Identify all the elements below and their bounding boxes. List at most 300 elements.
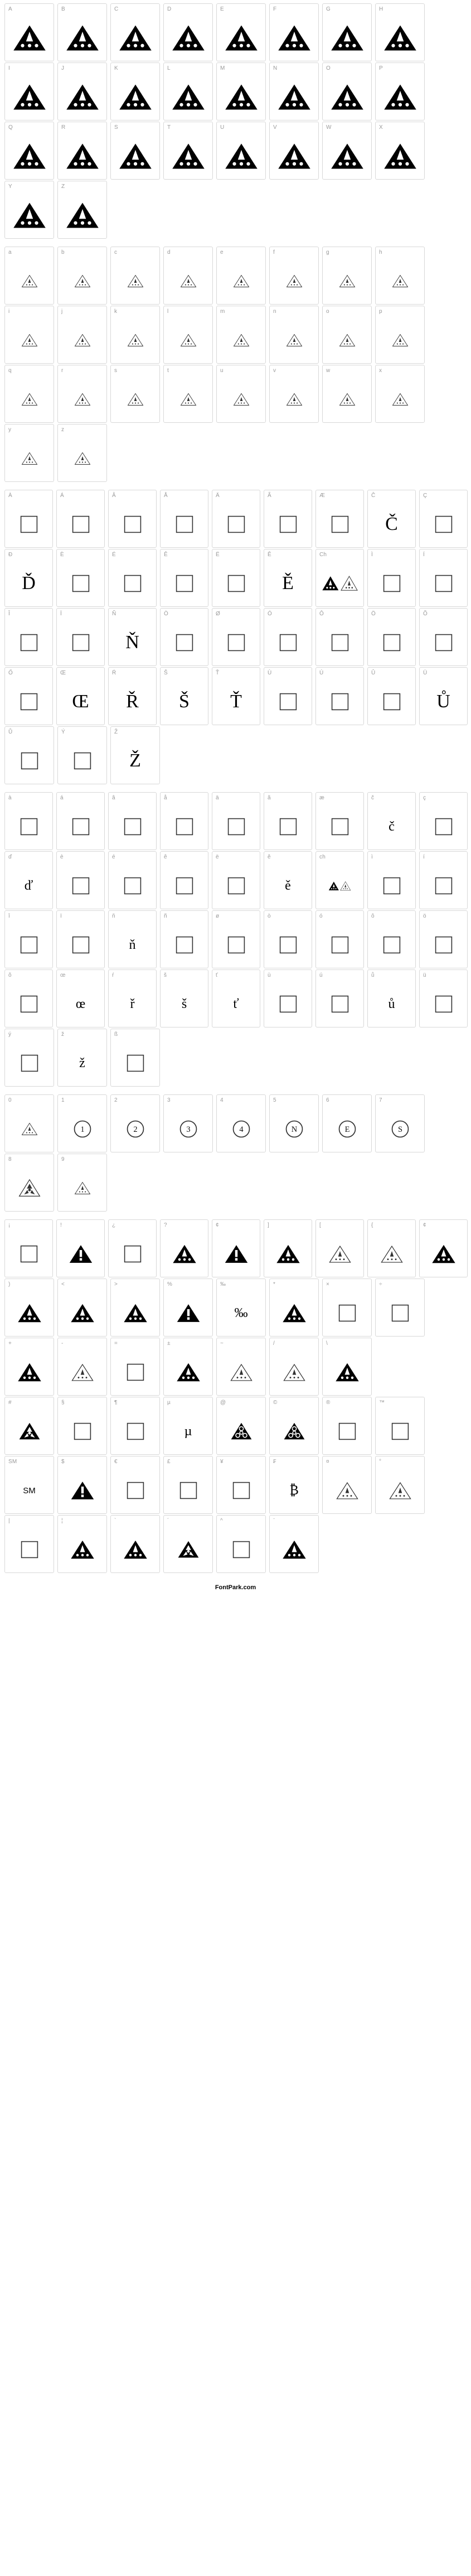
glyph-row <box>0 910 471 968</box>
glyph-block-punctuation-symbols <box>0 1219 471 1573</box>
glyph-cell[interactable] <box>322 1456 372 1514</box>
glyph-cell[interactable] <box>163 306 213 364</box>
glyph-label: j <box>61 308 63 315</box>
filled-triangle-icon <box>270 1291 318 1335</box>
glyph-cell[interactable] <box>110 1279 160 1337</box>
glyph-cell[interactable] <box>4 1219 53 1277</box>
glyph-cell[interactable] <box>110 62 160 120</box>
glyph-cell[interactable] <box>57 365 107 423</box>
glyph-cell[interactable] <box>375 1279 425 1337</box>
glyph-cell[interactable] <box>160 608 208 666</box>
glyph-label: Ý <box>61 729 65 735</box>
glyph-cell[interactable] <box>108 667 157 725</box>
glyph-cell[interactable] <box>57 62 107 120</box>
glyph-cell[interactable] <box>56 910 105 968</box>
glyph-cell[interactable] <box>269 1338 319 1396</box>
glyph-cell[interactable] <box>212 608 260 666</box>
glyph-cell[interactable] <box>419 549 468 607</box>
glyph-cell[interactable] <box>56 851 105 909</box>
glyph-cell[interactable] <box>57 1154 107 1212</box>
glyph-cell[interactable] <box>315 1219 364 1277</box>
filled-triangle-icon <box>376 134 424 178</box>
glyph-cell[interactable] <box>4 3 54 61</box>
glyph-block-lowercase-accented <box>0 792 471 1087</box>
glyph-cell[interactable] <box>57 1397 107 1455</box>
glyph-cell[interactable] <box>264 608 312 666</box>
glyph-label: ã <box>268 795 271 801</box>
glyph-cell[interactable] <box>419 969 468 1027</box>
glyph-cell[interactable] <box>216 247 266 305</box>
glyph-cell[interactable] <box>160 549 208 607</box>
glyph-label: î <box>8 913 10 919</box>
outline-triangle-icon <box>58 259 106 303</box>
glyph-cell[interactable] <box>110 122 160 180</box>
glyph-cell[interactable] <box>163 1279 213 1337</box>
glyph-cell[interactable] <box>57 122 107 180</box>
empty-glyph-box <box>420 621 467 664</box>
character-glyph: ž <box>79 1056 85 1070</box>
glyph-label: [ <box>319 1222 321 1228</box>
glyph-cell[interactable] <box>375 1094 425 1152</box>
glyph-cell[interactable] <box>322 1338 372 1396</box>
filled-triangle-icon <box>217 75 265 119</box>
glyph-cell[interactable] <box>4 365 54 423</box>
glyph-label: 9 <box>61 1156 65 1162</box>
glyph-label: e <box>220 249 224 255</box>
glyph-label: y <box>8 427 12 433</box>
glyph-cell[interactable] <box>264 969 312 1027</box>
glyph-cell[interactable] <box>216 1397 266 1455</box>
glyph-cell[interactable] <box>367 792 416 850</box>
glyph-cell[interactable] <box>108 851 157 909</box>
glyph-cell[interactable] <box>160 792 208 850</box>
glyph-cell[interactable] <box>4 1094 54 1152</box>
glyph-row <box>0 1279 471 1337</box>
glyph-cell[interactable] <box>375 306 425 364</box>
glyph-label: à <box>8 795 12 801</box>
glyph-cell[interactable] <box>108 910 157 968</box>
filled-triangle-icon <box>161 1232 208 1276</box>
glyph-label: Ô <box>319 611 324 617</box>
character-glyph: ₿ <box>289 1483 299 1498</box>
glyph-cell[interactable] <box>4 1397 54 1455</box>
empty-glyph-box <box>420 503 467 546</box>
glyph-label: Ñ <box>112 611 116 617</box>
glyph-cell[interactable] <box>315 549 364 607</box>
glyph-cell[interactable] <box>419 851 468 909</box>
glyph-label: Ä <box>216 493 220 499</box>
glyph-cell[interactable] <box>4 726 54 784</box>
glyph-cell[interactable] <box>269 3 319 61</box>
glyph-label: A <box>8 6 12 12</box>
glyph-cell[interactable] <box>57 181 107 239</box>
glyph-cell[interactable] <box>419 490 468 548</box>
character-glyph: œ <box>75 997 86 1011</box>
circled-letter-icon <box>270 1107 318 1151</box>
glyph-cell[interactable] <box>419 910 468 968</box>
glyph-cell[interactable] <box>163 1515 213 1573</box>
glyph-label: 5 <box>273 1097 276 1103</box>
glyph-cell[interactable] <box>269 1456 319 1514</box>
glyph-cell[interactable] <box>264 792 312 850</box>
glyph-cell[interactable] <box>269 122 319 180</box>
glyph-label: Z <box>61 184 65 190</box>
glyph-label: i <box>8 308 10 315</box>
glyph-label: ó <box>319 913 323 919</box>
glyph-cell[interactable] <box>322 1397 372 1455</box>
glyph-cell[interactable] <box>264 1219 312 1277</box>
glyph-label: ´ <box>167 1518 169 1524</box>
glyph-cell[interactable] <box>216 1094 266 1152</box>
glyph-cell[interactable] <box>212 667 260 725</box>
filled-triangle-icon <box>323 16 371 60</box>
glyph-label: ï <box>60 913 62 919</box>
glyph-cell[interactable] <box>4 306 54 364</box>
glyph-cell[interactable] <box>269 1279 319 1337</box>
empty-glyph-box <box>376 1291 424 1335</box>
glyph-cell[interactable] <box>160 667 208 725</box>
glyph-cell[interactable] <box>57 726 107 784</box>
glyph-cell[interactable] <box>57 1094 107 1152</box>
empty-glyph-box <box>316 805 363 848</box>
empty-glyph-box <box>5 1041 54 1085</box>
glyph-cell[interactable] <box>216 3 266 61</box>
glyph-cell[interactable] <box>315 969 364 1027</box>
glyph-row <box>0 122 471 180</box>
glyph-cell[interactable] <box>108 608 157 666</box>
glyph-cell[interactable] <box>315 792 364 850</box>
glyph-cell[interactable] <box>322 365 372 423</box>
empty-glyph-box <box>161 864 208 908</box>
glyph-cell[interactable] <box>419 792 468 850</box>
empty-glyph-box <box>164 1469 212 1512</box>
glyph-cell[interactable] <box>163 1338 213 1396</box>
glyph-cell[interactable] <box>57 3 107 61</box>
glyph-cell[interactable] <box>367 667 416 725</box>
outline-triangle-icon <box>5 437 54 480</box>
svg-text:4: 4 <box>239 1125 244 1135</box>
glyph-cell[interactable] <box>4 1279 54 1337</box>
glyph-cell[interactable] <box>56 490 105 548</box>
svg-text:E: E <box>344 1125 349 1135</box>
glyph-cell[interactable] <box>110 1338 160 1396</box>
glyph-cell[interactable] <box>160 490 208 548</box>
character-glyph: Ě <box>282 573 294 594</box>
glyph-cell[interactable] <box>4 608 53 666</box>
glyph-cell[interactable] <box>4 490 53 548</box>
glyph-cell[interactable] <box>4 62 54 120</box>
glyph-cell[interactable] <box>212 549 260 607</box>
glyph-cell[interactable] <box>315 608 364 666</box>
glyph-cell[interactable] <box>322 1094 372 1152</box>
glyph-cell[interactable] <box>163 365 213 423</box>
glyph-cell[interactable] <box>110 1515 160 1573</box>
glyph-cell[interactable] <box>216 1279 266 1337</box>
glyph-cell[interactable] <box>269 365 319 423</box>
glyph-cell[interactable] <box>375 1456 425 1514</box>
outline-triangle-icon <box>316 1232 363 1276</box>
glyph-cell[interactable] <box>367 910 416 968</box>
glyph-cell[interactable] <box>56 1219 105 1277</box>
glyph-cell[interactable] <box>57 1279 107 1337</box>
glyph-cell[interactable] <box>110 3 160 61</box>
glyph-cell[interactable] <box>264 490 312 548</box>
glyph-cell[interactable] <box>108 969 157 1027</box>
glyph-cell[interactable] <box>57 424 107 482</box>
glyph-cell[interactable] <box>4 1154 54 1212</box>
glyph-cell[interactable] <box>110 1094 160 1152</box>
glyph-cell[interactable] <box>419 667 468 725</box>
glyph-cell[interactable] <box>375 365 425 423</box>
glyph-cell[interactable] <box>315 490 364 548</box>
glyph-label: Ð <box>8 552 13 558</box>
glyph-label: ` <box>114 1518 116 1524</box>
glyph-cell[interactable] <box>4 792 53 850</box>
glyph-cell[interactable] <box>160 851 208 909</box>
filled-triangle-icon <box>420 1232 467 1276</box>
glyph-cell[interactable] <box>216 1456 266 1514</box>
glyph-row <box>0 969 471 1027</box>
glyph-cell[interactable] <box>212 851 260 909</box>
glyph-cell[interactable] <box>264 549 312 607</box>
outline-triangle-icon <box>164 319 212 362</box>
empty-glyph-box <box>368 923 415 967</box>
glyph-cell[interactable] <box>56 667 105 725</box>
glyph-cell[interactable] <box>57 1338 107 1396</box>
empty-glyph-box <box>111 1041 159 1085</box>
glyph-label: P <box>379 65 383 71</box>
glyph-cell[interactable] <box>322 1279 372 1337</box>
glyph-cell[interactable] <box>110 306 160 364</box>
glyph-label: E <box>220 6 224 12</box>
triangle-pair-small-icon <box>316 864 363 908</box>
glyph-cell[interactable] <box>57 306 107 364</box>
filled-triangle-icon <box>217 134 265 178</box>
glyph-cell[interactable] <box>212 490 260 548</box>
glyph-cell[interactable] <box>56 549 105 607</box>
empty-glyph-box <box>161 923 208 967</box>
empty-glyph-box <box>212 562 260 605</box>
glyph-label: 1 <box>61 1097 65 1103</box>
glyph-cell[interactable] <box>367 608 416 666</box>
glyph-label: Š <box>164 670 168 676</box>
glyph-cell[interactable] <box>375 1397 425 1455</box>
glyph-cell[interactable] <box>4 1456 54 1514</box>
outline-triangle-icon <box>58 437 106 480</box>
glyph-label: § <box>61 1400 65 1406</box>
glyph-label: ñ <box>164 913 167 919</box>
glyph-cell[interactable] <box>4 910 53 968</box>
empty-glyph-box <box>368 562 415 605</box>
glyph-cell[interactable] <box>163 3 213 61</box>
glyph-cell[interactable] <box>216 306 266 364</box>
glyph-cell[interactable] <box>315 851 364 909</box>
glyph-cell[interactable] <box>57 247 107 305</box>
glyph-cell[interactable] <box>163 1094 213 1152</box>
empty-glyph-box <box>161 562 208 605</box>
glyph-cell[interactable] <box>4 667 53 725</box>
character-glyph: ď <box>24 879 33 893</box>
glyph-cell[interactable] <box>322 122 372 180</box>
glyph-cell[interactable] <box>216 62 266 120</box>
glyph-cell[interactable] <box>163 1397 213 1455</box>
character-glyph: Œ <box>72 691 89 712</box>
glyph-cell[interactable] <box>269 306 319 364</box>
glyph-row <box>0 306 471 364</box>
glyph-cell[interactable] <box>419 608 468 666</box>
circled-number-icon <box>58 1107 106 1151</box>
glyph-cell[interactable] <box>375 3 425 61</box>
glyph-label: ¥ <box>220 1459 224 1465</box>
glyph-cell[interactable] <box>419 1219 468 1277</box>
glyph-cell[interactable] <box>163 62 213 120</box>
glyph-label: Ů <box>8 729 13 735</box>
glyph-cell[interactable] <box>57 1515 107 1573</box>
glyph-row <box>0 1456 471 1514</box>
glyph-cell[interactable] <box>108 549 157 607</box>
empty-glyph-box <box>264 805 312 848</box>
glyph-cell[interactable] <box>110 1456 160 1514</box>
glyph-label: k <box>114 308 118 315</box>
glyph-cell[interactable] <box>264 910 312 968</box>
glyph-cell[interactable] <box>4 851 53 909</box>
radiation-icon <box>5 1166 54 1210</box>
empty-glyph-box <box>420 982 467 1026</box>
glyph-cell[interactable] <box>4 424 54 482</box>
glyph-cell[interactable] <box>4 1338 54 1396</box>
glyph-cell[interactable] <box>315 910 364 968</box>
glyph-cell[interactable] <box>4 1515 54 1573</box>
outline-triangle-icon <box>270 319 318 362</box>
glyph-cell[interactable] <box>269 1515 319 1573</box>
outline-triangle-icon <box>270 378 318 421</box>
glyph-cell[interactable] <box>160 910 208 968</box>
glyph-cell[interactable] <box>322 3 372 61</box>
glyph-cell[interactable] <box>57 1456 107 1514</box>
filled-triangle-icon <box>164 134 212 178</box>
glyph-cell[interactable] <box>375 247 425 305</box>
glyph-cell[interactable] <box>212 1219 260 1277</box>
empty-glyph-box <box>57 562 104 605</box>
filled-triangle-icon <box>58 1291 106 1335</box>
glyph-cell[interactable] <box>322 247 372 305</box>
glyph-label: ŕ <box>112 972 114 978</box>
empty-glyph-box <box>5 1232 52 1276</box>
glyph-label: J <box>61 65 65 71</box>
glyph-cell[interactable] <box>108 792 157 850</box>
circled-number-icon <box>111 1107 159 1151</box>
filled-triangle-icon <box>58 194 106 237</box>
glyph-cell[interactable] <box>56 969 105 1027</box>
glyph-cell[interactable] <box>367 490 416 548</box>
glyph-cell[interactable] <box>4 181 54 239</box>
glyph-cell[interactable] <box>315 667 364 725</box>
glyph-cell[interactable] <box>110 365 160 423</box>
glyph-cell[interactable] <box>322 306 372 364</box>
glyph-label: ¶ <box>114 1400 118 1406</box>
glyph-label: @ <box>220 1400 226 1406</box>
character-glyph: Š <box>179 691 190 712</box>
glyph-label: É <box>112 552 116 558</box>
outline-triangle-icon <box>5 378 54 421</box>
glyph-cell[interactable] <box>212 969 260 1027</box>
glyph-cell[interactable] <box>216 1515 266 1573</box>
glyph-cell[interactable] <box>375 62 425 120</box>
glyph-cell[interactable] <box>4 969 53 1027</box>
glyph-block-digits <box>0 1094 471 1212</box>
glyph-cell[interactable] <box>367 851 416 909</box>
empty-glyph-box <box>368 864 415 908</box>
glyph-cell[interactable] <box>160 969 208 1027</box>
glyph-cell[interactable] <box>367 549 416 607</box>
glyph-cell[interactable] <box>367 969 416 1027</box>
glyph-row <box>0 726 471 784</box>
empty-glyph-box <box>109 805 156 848</box>
filled-triangle-icon <box>111 16 159 60</box>
glyph-cell[interactable] <box>264 851 312 909</box>
glyph-cell[interactable] <box>108 1219 157 1277</box>
glyph-label: ò <box>268 913 271 919</box>
glyph-cell[interactable] <box>56 608 105 666</box>
glyph-cell[interactable] <box>110 1029 160 1087</box>
glyph-cell[interactable] <box>4 1029 54 1087</box>
glyph-cell[interactable] <box>216 1338 266 1396</box>
glyph-label: Œ <box>60 670 66 676</box>
glyph-cell[interactable] <box>56 792 105 850</box>
glyph-cell[interactable] <box>4 549 53 607</box>
glyph-cell[interactable] <box>4 122 54 180</box>
svg-text:2: 2 <box>133 1125 138 1135</box>
glyph-cell[interactable] <box>110 1397 160 1455</box>
glyph-cell[interactable] <box>110 247 160 305</box>
glyph-cell[interactable] <box>57 1029 107 1087</box>
glyph-cell[interactable] <box>269 62 319 120</box>
glyph-cell[interactable] <box>110 726 160 784</box>
glyph-label: o <box>326 308 329 315</box>
glyph-label: × <box>326 1281 330 1287</box>
glyph-cell[interactable] <box>216 365 266 423</box>
glyph-cell[interactable] <box>163 247 213 305</box>
glyph-cell[interactable] <box>163 1456 213 1514</box>
filled-triangle-icon <box>111 134 159 178</box>
glyph-row <box>0 1219 471 1277</box>
glyph-label: - <box>61 1340 64 1347</box>
glyph-label: Á <box>60 493 64 499</box>
glyph-cell[interactable] <box>212 910 260 968</box>
glyph-cell[interactable] <box>322 62 372 120</box>
glyph-label: Ë <box>216 552 220 558</box>
glyph-cell[interactable] <box>269 1397 319 1455</box>
glyph-cell[interactable] <box>212 792 260 850</box>
glyph-cell[interactable] <box>216 122 266 180</box>
glyph-cell[interactable] <box>4 247 54 305</box>
glyph-cell[interactable] <box>108 490 157 548</box>
glyph-row <box>0 1154 471 1212</box>
glyph-label: æ <box>319 795 325 801</box>
glyph-label: Ç <box>423 493 428 499</box>
glyph-cell[interactable] <box>367 1219 416 1277</box>
filled-triangle-icon <box>217 16 265 60</box>
glyph-cell[interactable] <box>269 1094 319 1152</box>
glyph-cell[interactable] <box>375 122 425 180</box>
filled-triangle-icon <box>5 134 54 178</box>
glyph-label: á <box>60 795 64 801</box>
glyph-cell[interactable] <box>269 247 319 305</box>
empty-glyph-box <box>57 503 104 546</box>
glyph-cell[interactable] <box>163 122 213 180</box>
glyph-cell[interactable] <box>264 667 312 725</box>
glyph-cell[interactable] <box>160 1219 208 1277</box>
